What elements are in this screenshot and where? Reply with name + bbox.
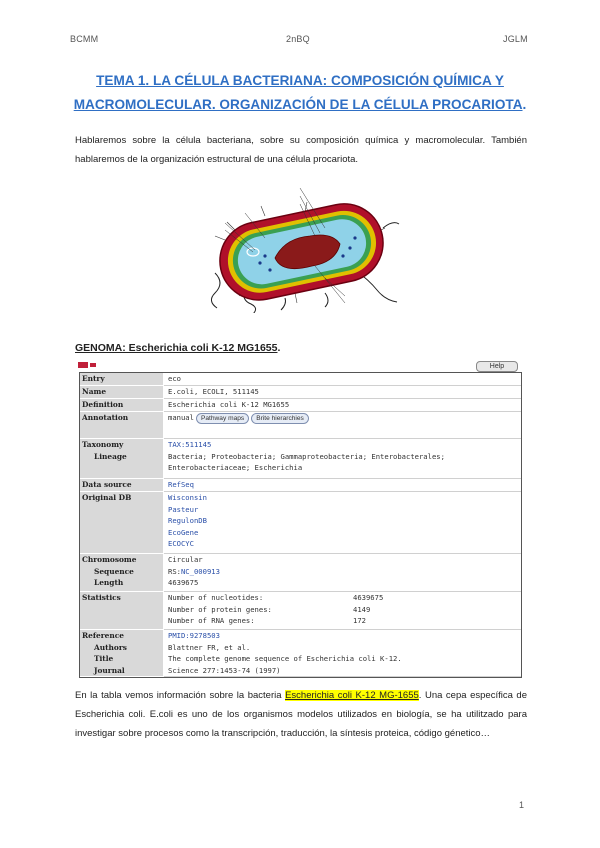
stat-value: 4149 [353,604,371,614]
reference-journal: Science 277:1453-74 (1997) [168,665,281,675]
header-right: JGLM [503,34,528,44]
row-value: E.coli, ECOLI, 511145 [168,387,259,396]
stat-line [168,615,521,627]
stat-line [168,604,521,616]
reference-authors: Blattner FR, et al. [168,642,251,652]
table-row-statistics [80,592,521,630]
refseq-link[interactable]: RefSeq [168,480,194,489]
sequence-prefix: RS: [168,566,181,576]
header-center: 2nBQ [286,34,310,44]
table-row-reference [80,630,521,677]
table-row-original-db [80,492,521,554]
row-key: Entry [82,374,105,383]
row-key: Annotation [82,413,129,422]
page-number: 1 [519,800,525,810]
chromosome-length: 4639675 [168,578,199,588]
row-key: Statistics [82,593,121,602]
row-value [168,412,521,424]
title-line-2: MACROMOLECULAR. ORGANIZACIÓN DE LA CÉLULA PROCARIOTA [73,97,523,112]
sequence-link[interactable]: NC_000913 [180,566,220,576]
table-row-name [80,386,521,399]
row-key: Name [82,387,107,396]
title-line-1: TEMA 1. LA CÉLULA BACTERIANA: COMPOSICIÓN QUÍMICA Y [96,73,504,88]
table-row-entry [80,373,521,386]
stat-label: Number of protein genes: [168,604,272,614]
table-row-definition [80,399,521,412]
taxonomy-link[interactable]: TAX:511145 [168,440,212,449]
chromosome-type: Circular [168,555,203,564]
lineage-line: Bacteria; Proteobacteria; Gammaproteobacteria; Enterobacterales; [168,451,445,461]
row-key: Original DB [82,493,132,502]
row-subkey: Lineage [94,451,127,461]
row-subkey: Length [94,578,124,588]
row-value: eco [168,374,181,383]
table-row-data-source [80,479,521,492]
help-button[interactable]: Help [476,361,518,372]
highlighted-strain: Escherichia coli K-12 MG-1655 [285,690,419,701]
db-link-pasteur[interactable]: Pasteur [168,504,199,514]
annotation-value: manual [168,413,194,422]
title-end: . [522,97,527,112]
stat-label: Number of nucleotides: [168,593,264,602]
row-subkey: Sequence [94,566,134,576]
db-link-regulondb[interactable]: RegulonDB [168,516,207,526]
db-link-wisconsin[interactable]: Wisconsin [168,493,207,502]
description-paragraph [75,686,527,743]
genome-heading [75,342,280,354]
bacterial-cell-illustration [205,178,400,313]
row-key: Taxonomy [82,440,124,449]
row-subkey: Title [94,654,114,664]
stat-value: 172 [353,616,366,626]
lineage-line: Enterobacteriaceae; Escherichia [168,463,303,473]
row-key: Reference [82,631,124,640]
kegg-genome-table [79,372,522,678]
genome-heading-end: . [277,342,281,354]
pathway-maps-button[interactable]: Pathway maps [196,413,249,424]
page-title [60,69,540,117]
reference-title: The complete genome sequence of Escherichia coli K-12. [168,654,402,664]
table-row-annotation [80,412,521,439]
intro-paragraph: Hablaremos sobre la célula bacteriana, sobre su composición química y macromolecular. También hablaremos de la organización estructural de una célula procariota. [75,135,527,165]
row-key: Data source [82,480,132,489]
para2-after: . Una cepa específica de Escherichia coli. E.coli es uno de los organismos modelos utilizados en biología, se ha utilitzado para investigar sobre procesos como la transcripción, traducción, la síntesis proteica, código génetico… [75,690,527,739]
table-row-taxonomy [80,439,521,479]
row-subkey: Journal [94,665,125,675]
brite-hierarchies-button[interactable]: Brite hierarchies [251,413,309,424]
pmid-link[interactable]: PMID:9278503 [168,631,220,640]
row-key: Chromosome [82,555,137,564]
stat-line [168,592,521,604]
stat-value: 4639675 [353,593,384,602]
row-value: Escherichia coli K-12 MG1655 [168,400,290,409]
sequence-line [168,566,521,578]
table-row-chromosome [80,554,521,592]
kegg-logo-icon [78,361,108,369]
row-subkey: Authors [94,642,127,652]
row-key: Definition [82,400,124,409]
header-left: BCMM [70,34,99,44]
db-link-ecogene[interactable]: EcoGene [168,527,199,537]
stat-label: Number of RNA genes: [168,616,255,626]
genome-heading-label: GENOMA: Escherichia coli K-12 MG1655 [75,342,278,354]
db-link-ecocyc[interactable]: ECOCYC [168,539,194,549]
para2-before: En la tabla vemos información sobre la bacteria [75,690,286,701]
